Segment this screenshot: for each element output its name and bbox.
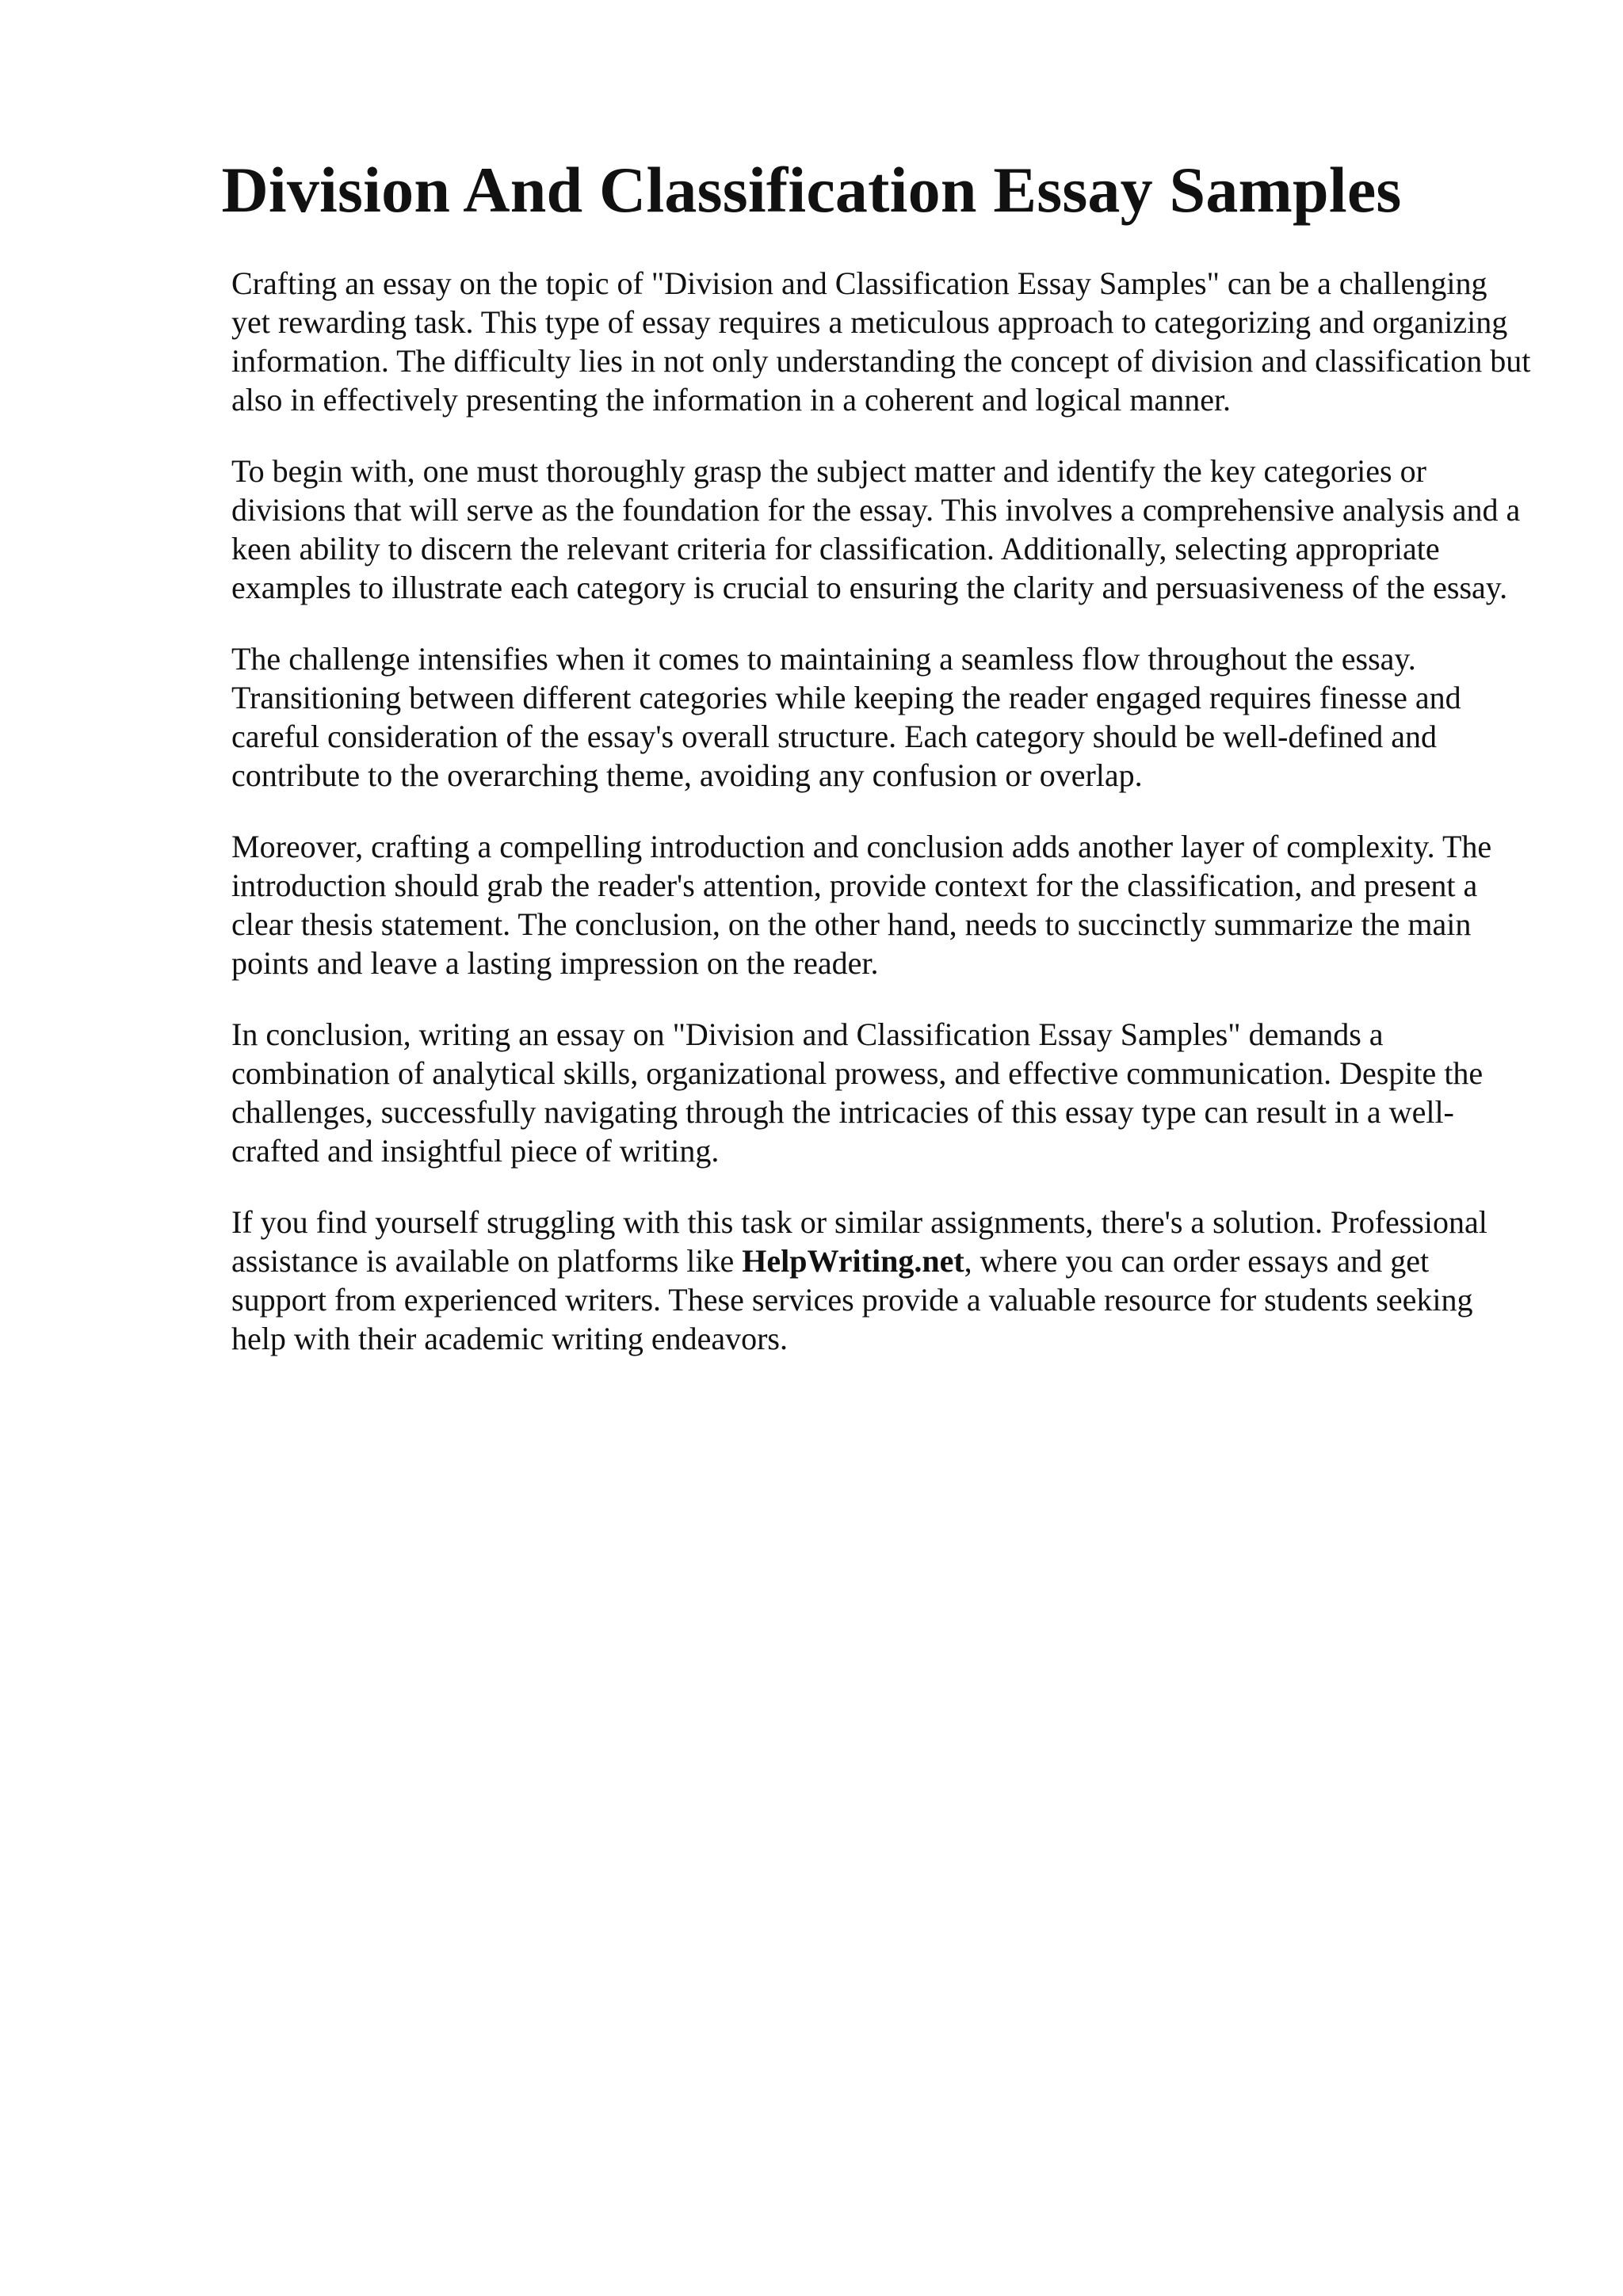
paragraph-4: Moreover, crafting a compelling introduction and conclusion adds another layer of complexity. The introduction should grab the reader's attention, provide context for the classification, and present a clear thesis statement. The conclusion, on the other hand, needs to succinctly summarize the main points and leave a lasting impression on the reader. — [231, 829, 1492, 981]
paragraph-6 — [231, 1203, 1531, 1358]
helpwriting-brand-text: HelpWriting.net — [742, 1243, 964, 1279]
paragraph-2: To begin with, one must thoroughly grasp the subject matter and identify the key categories or divisions that will serve as the foundation for the essay. This involves a comprehensive analysis and a keen ability to discern the relevant criteria for classification. Additionally, selecting appropriate examples to illustrate each category is crucial to ensuring the clarity and persuasiveness of the essay. — [231, 453, 1521, 605]
paragraph-5: In conclusion, writing an essay on "Division and Classification Essay Samples" demands a combination of analytical skills, organizational prowess, and effective communication. Despite the challenges, successfully navigating through the intricacies of this essay type can result in a well-crafted and insightful piece of writing. — [231, 1016, 1484, 1169]
document-body — [231, 264, 1531, 1390]
paragraph-1: Crafting an essay on the topic of "Division and Classification Essay Samples" can be a challenging yet rewarding task. This type of essay requires a meticulous approach to categorizing and organizing information. The difficulty lies in not only understanding the concept of division and classification but also in effectively presenting the information in a coherent and logical manner. — [231, 265, 1531, 418]
page-title: Division And Classification Essay Samples — [221, 154, 1402, 226]
paragraph-6-after: , where you can order essays and get support from experienced writers. These services provide a valuable resource for students seeking help with their academic writing endeavors. — [231, 1243, 1473, 1356]
paragraph-3: The challenge intensifies when it comes to maintaining a seamless flow throughout the essay. Transitioning between different categories while keeping the reader engaged requires finesse and careful consideration of the essay's overall structure. Each category should be well-defined and contribute to the overarching theme, avoiding any confusion or overlap. — [231, 641, 1461, 793]
paragraph-6-before: If you find yourself struggling with this task or similar assignments, there's a solution. Professional assistance is available on platforms like — [231, 1204, 1487, 1279]
